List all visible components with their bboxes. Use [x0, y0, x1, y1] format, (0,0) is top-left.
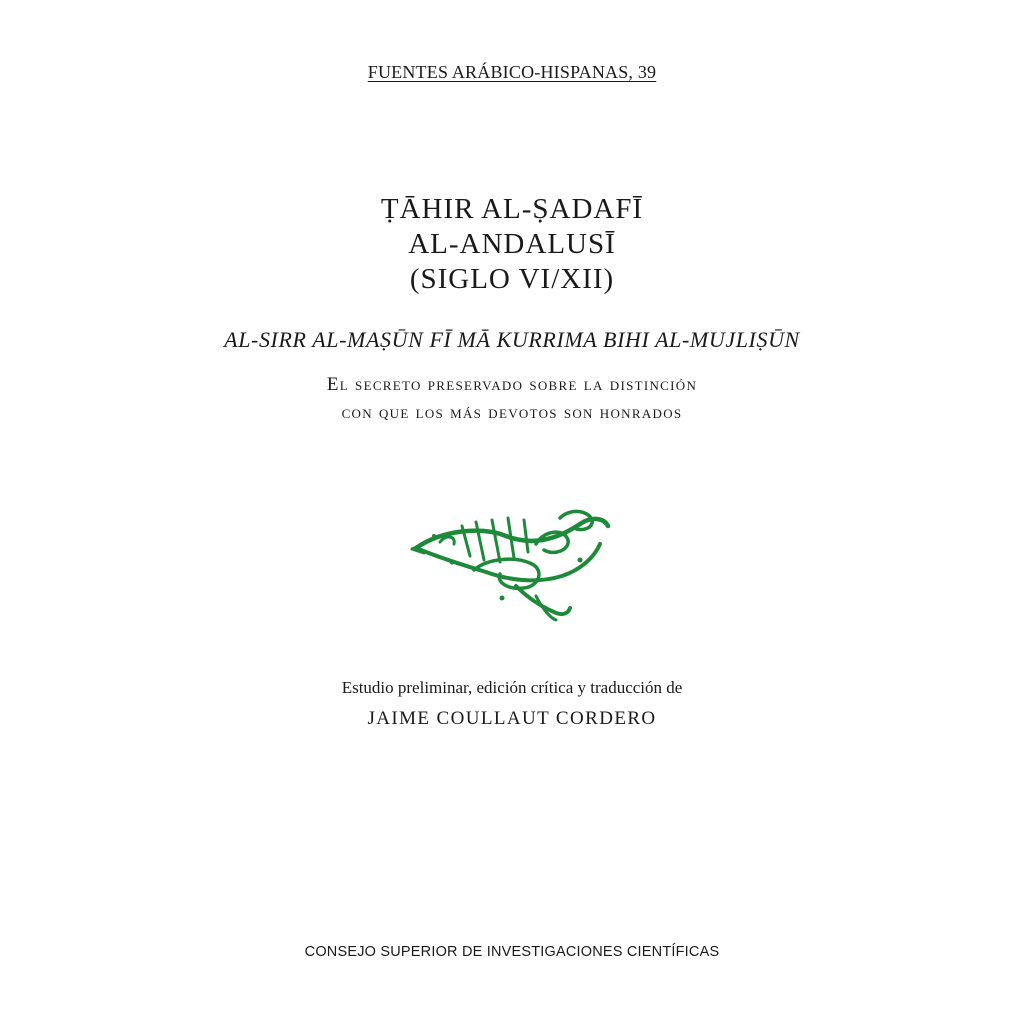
credit-intro: Estudio preliminar, edición crítica y traducción de — [341, 678, 683, 697]
series-title — [0, 62, 1024, 83]
spanish-title-line-1: El secreto preservado sobre la distinción — [326, 374, 698, 395]
author-name-line-2: AL-ANDALUSĪ — [408, 228, 616, 260]
publisher-name: CONSEJO SUPERIOR DE INVESTIGACIONES CIENTÍFICAS — [304, 944, 720, 960]
editor-name: JAIME COULLAUT CORDERO — [367, 708, 657, 729]
arabic-title: AL-SIRR AL-MAṢŪN FĪ MĀ KURRIMA BIHI AL-MUJLIṢŪN — [224, 327, 800, 352]
spanish-title-line-2: con que los más devotos son honrados — [341, 402, 683, 423]
author-name-line-1: ṬĀHIR AL-ṢADAFĪ — [380, 193, 644, 225]
arabic-calligraphy-bird-emblem-icon — [404, 500, 620, 625]
series-title-text: FUENTES ARÁBICO-HISPANAS, 39 — [367, 62, 657, 82]
author-period: (SIGLO VI/XII) — [409, 263, 615, 295]
